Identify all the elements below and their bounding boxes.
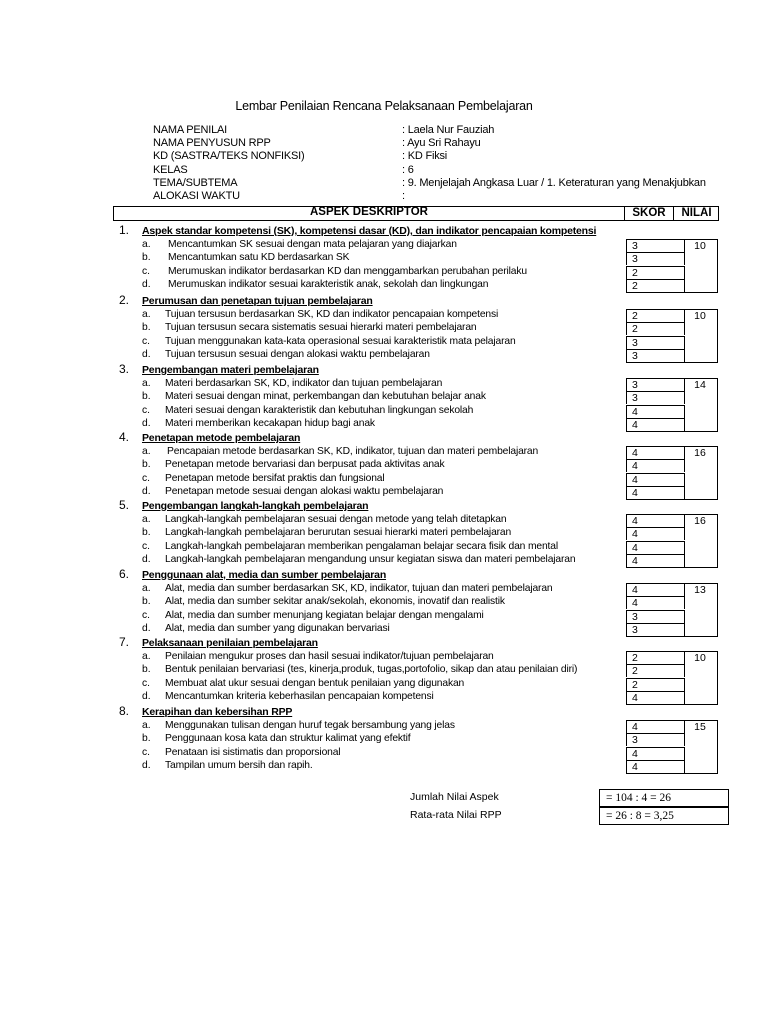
descriptor-text: Merumuskan indikator sesuai karakteristik anak, sekolah dan lingkungan — [168, 278, 489, 290]
document-title: Lembar Penilaian Rencana Pelaksanaan Pembelajaran — [235, 99, 533, 113]
skor-cell — [626, 596, 685, 609]
descriptor-letter: a. — [142, 720, 151, 731]
section-title: Pengembangan langkah-langkah pembelajaran — [142, 500, 369, 512]
descriptor-text: Alat, media dan sumber sekitar anak/sekolah, ekonomis, inovatif dan realistik — [165, 596, 505, 608]
nilai-cell: 16 — [683, 514, 718, 568]
descriptor-letter: d. — [142, 348, 151, 360]
skor-cell — [626, 554, 685, 568]
skor-value: 2 — [632, 678, 638, 691]
descriptor-row — [0, 610, 768, 623]
skor-cell — [626, 418, 685, 432]
info-label: TEMA/SUBTEMA — [153, 176, 238, 189]
descriptor-row — [0, 322, 768, 335]
skor-cell — [626, 610, 685, 623]
skor-cell — [626, 733, 685, 746]
descriptor-row — [0, 664, 768, 677]
descriptor-text: Penetapan metode bervariasi dan berpusat pada aktivitas anak — [165, 459, 445, 471]
descriptor-letter: c. — [142, 540, 151, 552]
skor-value: 2 — [632, 665, 638, 678]
descriptor-row — [0, 378, 768, 391]
section-title: Penetapan metode pembelajaran — [142, 432, 301, 444]
skor-value: 3 — [632, 253, 638, 266]
descriptor-row — [0, 459, 768, 472]
descriptor-letter: c. — [142, 404, 151, 416]
info-label: KELAS — [153, 163, 188, 176]
skor-cell — [626, 239, 685, 252]
descriptor-text: Alat, media dan sumber menunjang kegiatan belajar dengan mengalami — [165, 609, 484, 621]
descriptor-letter: c. — [142, 335, 151, 347]
skor-value: 2 — [632, 310, 638, 322]
descriptor-row — [0, 678, 768, 691]
descriptor-row — [0, 651, 768, 664]
header-skor: SKOR — [624, 207, 673, 220]
skor-cell — [626, 446, 685, 459]
descriptor-letter: d. — [142, 622, 151, 634]
skor-value: 4 — [632, 541, 638, 554]
skor-value: 4 — [632, 584, 638, 596]
descriptor-row — [0, 309, 768, 322]
skor-cell — [626, 391, 685, 404]
descriptor-letter: a. — [142, 514, 151, 525]
nilai-cell: 10 — [683, 239, 718, 293]
descriptor-text: Langkah-langkah pembelajaran berurutan sesuai hierarki materi pembelajaran — [165, 527, 512, 539]
descriptor-text: Tampilan umum bersih dan rapih. — [165, 759, 313, 771]
descriptor-text: Langkah-langkah pembelajaran sesuai dengan metode yang telah ditetapkan — [165, 514, 507, 525]
descriptor-letter: c. — [142, 677, 151, 689]
descriptor-text: Penataan isi sistimatis dan proporsional — [165, 746, 341, 758]
skor-cell — [626, 486, 685, 500]
descriptor-letter: d. — [142, 690, 151, 702]
skor-value: 4 — [632, 528, 638, 541]
descriptor-row — [0, 623, 768, 636]
descriptor-letter: c. — [142, 746, 151, 758]
descriptor-row — [0, 691, 768, 704]
nilai-cell: 10 — [683, 651, 718, 705]
skor-cell — [626, 309, 685, 322]
descriptor-row — [0, 418, 768, 431]
section-title: Pelaksanaan penilaian pembelajaran — [142, 637, 318, 649]
descriptor-row — [0, 473, 768, 486]
skor-value: 4 — [632, 486, 638, 499]
descriptor-letter: d. — [142, 759, 151, 771]
descriptor-row — [0, 266, 768, 279]
descriptor-row — [0, 541, 768, 554]
info-value: : KD Fiksi — [402, 150, 448, 163]
info-value: : 6 — [402, 163, 414, 176]
descriptor-text: Membuat alat ukur sesuai dengan bentuk penilaian yang digunakan — [165, 677, 465, 689]
descriptor-text: Penetapan metode bersifat praktis dan fungsional — [165, 472, 385, 484]
descriptor-text: Langkah-langkah pembelajaran memberikan pengalaman belajar secara fisik dan mental — [165, 540, 558, 552]
info-row-kelas — [153, 164, 713, 177]
skor-cell — [626, 651, 685, 664]
descriptor-text: Tujuan tersusun secara sistematis sesuai hierarki materi pembelajaran — [165, 322, 477, 334]
descriptor-letter: b. — [142, 459, 151, 471]
skor-value: 4 — [632, 554, 638, 567]
skor-value: 2 — [632, 266, 638, 279]
descriptor-letter: b. — [142, 733, 151, 745]
descriptor-letter: d. — [142, 417, 151, 429]
skor-cell — [626, 459, 685, 472]
info-row-kd — [153, 150, 713, 163]
summary-value: = 104 : 4 = 26 — [606, 792, 672, 804]
info-label: NAMA PENILAI — [153, 124, 228, 136]
descriptor-text: Materi sesuai dengan karakteristik dan kebutuhan lingkungan sekolah — [165, 404, 474, 416]
descriptor-row — [0, 514, 768, 527]
skor-value: 3 — [632, 240, 638, 252]
skor-value: 4 — [632, 473, 638, 486]
section-number: 7. — [119, 635, 130, 649]
descriptor-row — [0, 486, 768, 499]
skor-cell — [626, 514, 685, 527]
skor-value: 3 — [632, 349, 638, 362]
info-row-penilai — [153, 124, 713, 137]
nilai-cell: 14 — [683, 378, 718, 432]
section-title: Aspek standar kompetensi (SK), kompetensi dasar (KD), dan indikator pencapaian kompetensi — [142, 225, 597, 237]
skor-cell — [626, 252, 685, 265]
descriptor-text: Alat, media dan sumber yang digunakan bervariasi — [165, 622, 390, 634]
skor-value: 4 — [632, 721, 638, 733]
section-title: Penggunaan alat, media dan sumber pembelajaran — [142, 569, 387, 581]
skor-value: 3 — [632, 392, 638, 405]
section-number: 4. — [119, 430, 130, 444]
descriptor-text: Tujuan menggunakan kata-kata operasional sesuai karakteristik mata pelajaran — [165, 335, 516, 347]
descriptor-text: Menggunakan tulisan dengan huruf tegak bersambung yang jelas — [165, 720, 455, 731]
descriptor-letter: a. — [142, 651, 151, 662]
descriptor-letter: c. — [142, 265, 151, 277]
descriptor-text: Mencantumkan SK sesuai dengan mata pelajaran yang diajarkan — [168, 239, 457, 250]
descriptor-row — [0, 279, 768, 292]
skor-cell — [626, 541, 685, 554]
skor-value: 4 — [632, 760, 638, 773]
info-value: : Ayu Sri Rahayu — [402, 137, 481, 150]
skor-cell — [626, 336, 685, 349]
skor-cell — [626, 349, 685, 363]
section-number: 8. — [119, 704, 130, 718]
descriptor-row — [0, 760, 768, 773]
descriptor-text: Mencantumkan kriteria keberhasilan pencapaian kompetensi — [165, 690, 434, 702]
descriptor-letter: a. — [142, 309, 151, 320]
skor-cell — [626, 266, 685, 279]
descriptor-text: Merumuskan indikator berdasarkan KD dan menggambarkan perubahan perilaku — [168, 265, 527, 277]
descriptor-letter: b. — [142, 527, 151, 539]
descriptor-letter: d. — [142, 485, 151, 497]
info-block — [153, 124, 713, 203]
descriptor-letter: b. — [142, 322, 151, 334]
skor-value: 4 — [632, 747, 638, 760]
skor-value: 4 — [632, 418, 638, 431]
info-label: ALOKASI WAKTU — [153, 189, 240, 202]
section-title: Pengembangan materi pembelajaran — [142, 364, 319, 376]
descriptor-letter: d. — [142, 553, 151, 565]
info-value: : Laela Nur Fauziah — [402, 124, 495, 136]
skor-cell — [626, 678, 685, 691]
table-header — [113, 206, 719, 221]
skor-cell — [626, 473, 685, 486]
descriptor-letter: a. — [142, 239, 151, 250]
skor-value: 3 — [632, 623, 638, 636]
descriptor-letter: b. — [142, 596, 151, 608]
skor-value: 2 — [632, 323, 638, 336]
section-number: 5. — [119, 498, 130, 512]
skor-value: 4 — [632, 515, 638, 527]
descriptor-row — [0, 554, 768, 567]
section-number: 2. — [119, 293, 130, 307]
descriptor-row — [0, 527, 768, 540]
nilai-cell: 15 — [683, 720, 718, 774]
skor-cell — [626, 405, 685, 418]
descriptor-row — [0, 596, 768, 609]
info-label: KD (SASTRA/TEKS NONFIKSI) — [153, 150, 305, 163]
skor-cell — [626, 747, 685, 760]
descriptor-letter: c. — [142, 609, 151, 621]
section-title: Kerapihan dan kebersihan RPP — [142, 706, 293, 718]
section-number: 1. — [119, 223, 130, 237]
descriptor-text: Materi memberikan kecakapan hidup bagi anak — [165, 417, 375, 429]
section-number: 3. — [119, 362, 130, 376]
info-value: : 9. Menjelajah Angkasa Luar / 1. Keteraturan yang Menakjubkan — [402, 176, 706, 189]
descriptor-row — [0, 336, 768, 349]
skor-cell — [626, 279, 685, 293]
nilai-cell: 13 — [683, 583, 718, 637]
skor-value: 3 — [632, 336, 638, 349]
descriptor-row — [0, 239, 768, 252]
descriptor-row — [0, 446, 768, 459]
summary-label: Rata-rata Nilai RPP — [410, 809, 502, 821]
descriptor-row — [0, 349, 768, 362]
skor-cell — [626, 583, 685, 596]
descriptor-row — [0, 405, 768, 418]
skor-value: 3 — [632, 379, 638, 391]
summary-label: Jumlah Nilai Aspek — [410, 791, 499, 803]
descriptor-row — [0, 720, 768, 733]
skor-value: 4 — [632, 691, 638, 704]
descriptor-row — [0, 583, 768, 596]
skor-cell — [626, 720, 685, 733]
skor-cell — [626, 527, 685, 540]
descriptor-row — [0, 391, 768, 404]
skor-value: 4 — [632, 447, 638, 459]
skor-cell — [626, 664, 685, 677]
descriptor-text: Bentuk penilaian bervariasi (tes, kinerja,produk, tugas,portofolio, sikap dan atau penilaian diri) — [165, 664, 578, 676]
descriptor-letter: b. — [142, 252, 151, 264]
info-row-penyusun — [153, 137, 713, 150]
skor-value: 2 — [632, 652, 638, 664]
descriptor-text: Alat, media dan sumber berdasarkan SK, KD, indikator, tujuan dan materi pembelajaran — [165, 583, 553, 594]
skor-value: 2 — [632, 279, 638, 292]
descriptor-text: Langkah-langkah pembelajaran mengandung unsur kegiatan siswa dan materi pembelajaran — [165, 553, 576, 565]
nilai-cell: 10 — [683, 309, 718, 363]
header-nilai: NILAI — [673, 207, 719, 220]
skor-value: 3 — [632, 610, 638, 623]
skor-value: 4 — [632, 405, 638, 418]
section-number: 6. — [119, 567, 130, 581]
descriptor-row — [0, 733, 768, 746]
descriptor-letter: a. — [142, 446, 151, 457]
nilai-cell: 16 — [683, 446, 718, 500]
skor-value: 4 — [632, 460, 638, 473]
skor-cell — [626, 378, 685, 391]
info-label: NAMA PENYUSUN RPP — [153, 137, 271, 150]
descriptor-letter: a. — [142, 583, 151, 594]
skor-value: 4 — [632, 597, 638, 610]
descriptor-text: Penilaian mengukur proses dan hasil sesuai indikator/tujuan pembelajaran — [165, 651, 494, 662]
skor-cell — [626, 322, 685, 335]
descriptor-text: Materi sesuai dengan minat, perkembangan dan kebutuhan belajar anak — [165, 391, 486, 403]
descriptor-text: Pencapaian metode berdasarkan SK, KD, indikator, tujuan dan materi pembelajaran — [167, 446, 539, 457]
descriptor-text: Mencantumkan satu KD berdasarkan SK — [168, 252, 350, 264]
skor-value: 3 — [632, 734, 638, 747]
header-aspek: ASPEK DESKRIPTOR — [309, 206, 428, 218]
descriptor-text: Penggunaan kosa kata dan struktur kalimat yang efektif — [165, 733, 411, 745]
summary-value-cell — [599, 789, 729, 807]
descriptor-text: Penetapan metode sesuai dengan alokasi waktu pembelajaran — [165, 485, 444, 497]
section-title: Perumusan dan penetapan tujuan pembelajaran — [142, 295, 373, 307]
descriptor-row — [0, 747, 768, 760]
skor-cell — [626, 691, 685, 705]
info-value: : — [402, 189, 405, 202]
info-row-alokasi — [153, 190, 713, 203]
summary-value: = 26 : 8 = 3,25 — [606, 810, 674, 822]
descriptor-letter: b. — [142, 391, 151, 403]
descriptor-text: Tujuan tersusun sesuai dengan alokasi waktu pembelajaran — [165, 348, 430, 360]
summary-value-cell — [599, 807, 729, 825]
descriptor-letter: d. — [142, 278, 151, 290]
descriptor-letter: c. — [142, 472, 151, 484]
descriptor-row — [0, 252, 768, 265]
descriptor-letter: b. — [142, 664, 151, 676]
info-row-tema — [153, 177, 713, 190]
skor-cell — [626, 623, 685, 637]
skor-cell — [626, 760, 685, 774]
descriptor-text: Materi berdasarkan SK, KD, indikator dan tujuan pembelajaran — [165, 378, 443, 389]
descriptor-letter: a. — [142, 378, 151, 389]
descriptor-text: Tujuan tersusun berdasarkan SK, KD dan indikator pencapaian kompetensi — [165, 309, 499, 320]
